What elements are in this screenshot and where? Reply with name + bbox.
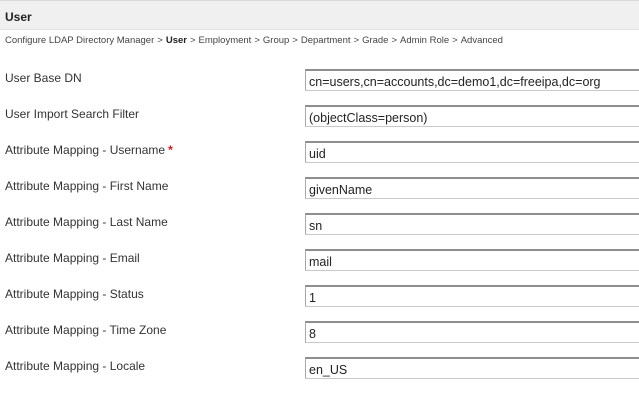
user-import-search-filter-label: User Import Search Filter: [5, 107, 140, 121]
status-mapping-input[interactable]: [305, 285, 639, 307]
email-mapping-label: Attribute Mapping - Email: [5, 251, 140, 265]
form-row-first-name: [0, 177, 639, 205]
section-header: [0, 0, 639, 30]
locale-mapping-label: Attribute Mapping - Locale: [5, 359, 146, 373]
first-name-mapping-label: Attribute Mapping - First Name: [5, 179, 169, 193]
breadcrumb-item-advanced[interactable]: Advanced: [460, 35, 503, 46]
breadcrumb-separator: >: [391, 35, 398, 46]
breadcrumb-item-grade[interactable]: Grade: [362, 35, 389, 46]
form-row-user-base-dn: [0, 69, 639, 97]
time-zone-mapping-label: Attribute Mapping - Time Zone: [5, 323, 167, 337]
user-base-dn-input[interactable]: [305, 69, 639, 91]
status-mapping-label: Attribute Mapping - Status: [5, 287, 144, 301]
breadcrumb-item-department[interactable]: Department: [300, 35, 351, 46]
locale-mapping-input[interactable]: [305, 357, 639, 379]
form-row-user-import-search-filter: [0, 105, 639, 133]
last-name-mapping-label: Attribute Mapping - Last Name: [5, 215, 168, 229]
username-mapping-input[interactable]: [305, 141, 639, 163]
breadcrumb-separator: >: [189, 35, 196, 46]
form-row-last-name: [0, 213, 639, 241]
breadcrumb-item-configure-ldap[interactable]: Configure LDAP Directory Manager: [5, 35, 155, 46]
breadcrumb-separator: >: [157, 35, 163, 46]
first-name-mapping-input[interactable]: [305, 177, 639, 199]
breadcrumb-separator: >: [353, 35, 360, 46]
last-name-mapping-input[interactable]: [305, 213, 639, 235]
email-mapping-input[interactable]: [305, 249, 639, 271]
breadcrumb-item-group[interactable]: Group: [262, 35, 290, 46]
form-row-time-zone: [0, 321, 639, 349]
section-title: User: [5, 10, 32, 24]
user-import-search-filter-input[interactable]: [305, 105, 639, 127]
form-row-status: [0, 285, 639, 313]
breadcrumb: [5, 35, 503, 47]
user-base-dn-label: User Base DN: [5, 71, 82, 85]
required-marker: *: [168, 143, 173, 157]
username-mapping-label-text: Attribute Mapping - Username: [5, 143, 166, 157]
form-row-username: [0, 141, 639, 169]
breadcrumb-item-admin-role[interactable]: Admin Role: [400, 35, 450, 46]
breadcrumb-separator: >: [452, 35, 458, 46]
breadcrumb-item-user: User: [165, 35, 187, 46]
form-row-email: [0, 249, 639, 277]
breadcrumb-separator: >: [292, 35, 298, 46]
username-mapping-label: [5, 143, 173, 157]
time-zone-mapping-input[interactable]: [305, 321, 639, 343]
breadcrumb-item-employment[interactable]: Employment: [198, 35, 252, 46]
form-row-locale: [0, 357, 639, 385]
breadcrumb-separator: >: [254, 35, 260, 46]
